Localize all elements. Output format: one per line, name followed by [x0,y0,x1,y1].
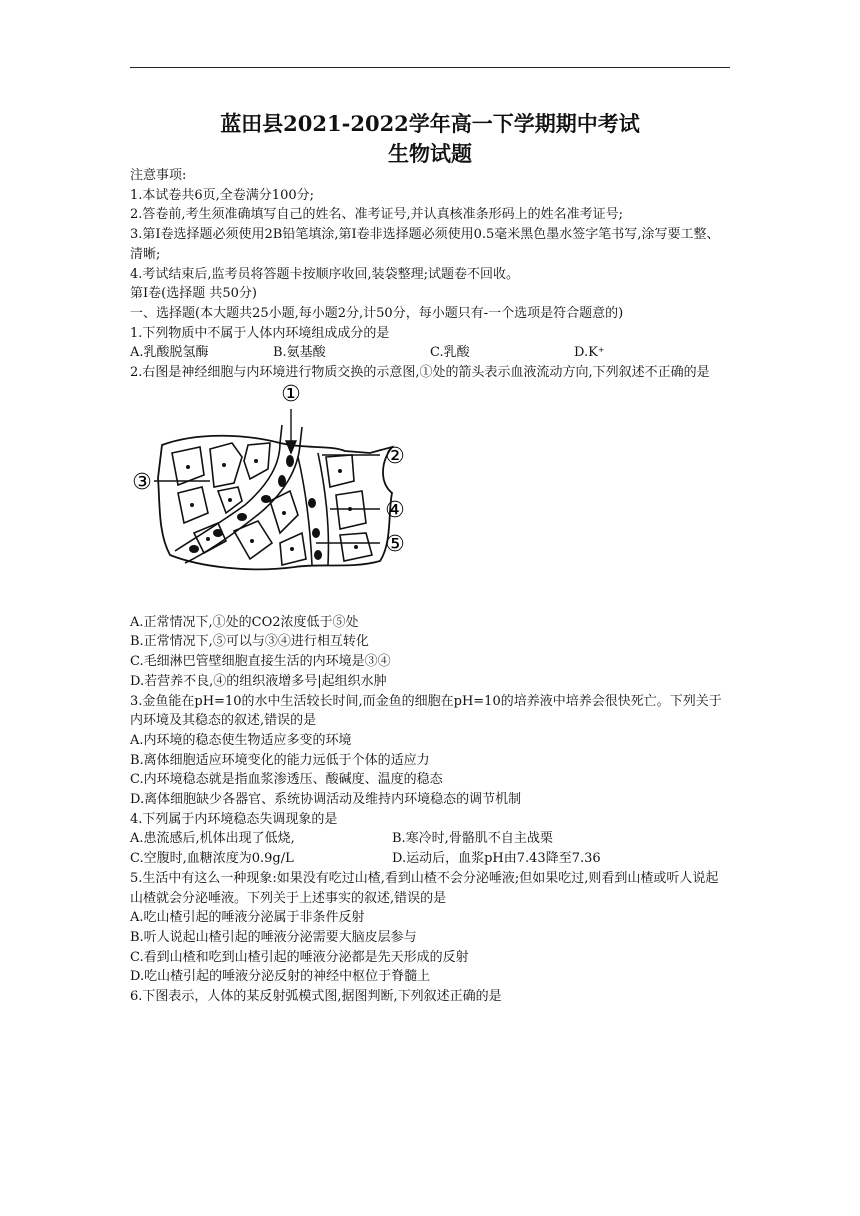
figure-label-4: ④ [385,497,405,523]
q1-option-a: A.乳酸脱氢酶 [130,345,209,361]
q2-option-d: D.若营养不良,④的组织液增多号|起组织水肿 [130,673,387,689]
q2-option-a: A.正常情况下,①处的CO2浓度低于⑤处 [130,614,359,630]
q2-cell-diagram [130,383,730,613]
q4-stem: 4.下列属于内环境稳态失调现象的是 [130,811,338,827]
q4-option-b: B.寒冷时,骨骼肌不自主战栗 [392,831,553,847]
q1-option-d: D.K⁺ [574,345,605,361]
q2-stem: 2.右图是神经细胞与内环境进行物质交换的示意图,①处的箭头表示血液流动方向,下列叙述不正确的是 [130,365,710,381]
q5-option-b: B.听人说起山楂引起的唾液分泌需要大脑皮层参与 [130,929,417,945]
q2-option-c: C.毛细淋巴管壁细胞直接生活的内环境是③④ [130,654,391,670]
exam-title: 蓝田县2021-2022学年高一下学期期中考试 [220,111,640,136]
q5-stem: 5.生活中有这么一种现象:如果没有吃过山楂,看到山楂不会分泌唾液;但如果吃过,则看到山楂或听人说起山楂就会分泌唾液。下列关于上述事实的叙述,错误的是 [130,870,719,906]
q1-option-b: B.氨基酸 [273,345,326,361]
figure-label-3: ③ [132,469,152,495]
q2-option-b: B.正常情况下,⑤可以与③④进行相互转化 [130,634,369,650]
exam-body [130,166,730,1007]
q4-option-a: A.患流感后,机体出现了低烧, [130,831,295,847]
notice-item-4: 4.考试结束后,监考员将答题卡按顺序收回,装袋整理;试题卷不回收。 [130,266,520,282]
exam-subtitle: 生物试题 [388,141,472,166]
q6-stem: 6.下图表示，人体的某反射弧模式图,据图判断,下列叙述正确的是 [130,989,502,1005]
notice-heading: 注意事项: [130,168,187,183]
q1-option-c: C.乳酸 [430,345,470,361]
figure-label-1: ① [281,382,301,407]
figure-label-5: ⑤ [385,531,405,557]
q3-option-a: A.内环境的稳态使生物适应多变的环境 [130,732,352,748]
section-title: 第I卷(选择题 共50分) [130,286,257,302]
q3-option-b: B.离体细胞适应环境变化的能力远低于个体的适应力 [130,752,430,768]
notice-item-1: 1.本试卷共6页,全卷满分100分; [130,187,314,203]
q5-option-d: D.吃山楂引起的唾液分泌反射的神经中枢位于脊髓上 [130,969,431,985]
figure-label-2: ② [385,443,405,469]
q4-options-row-1 [130,829,730,849]
q3-stem: 3.金鱼能在pH=10的水中生活较长时间,而金鱼的细胞在pH=10的培养液中培养会很快死亡。下列关于内环境及其稳态的叙述,错误的是 [130,693,722,729]
q1-stem: 1.下列物质中不属于人体内环境组成成分的是 [130,325,390,341]
q5-option-c: C.看到山楂和吃到山楂引起的唾液分泌都是先天形成的反射 [130,949,469,965]
q3-option-d: D.离体细胞缺少各器官、系统协调活动及维持内环境稳态的调节机制 [130,792,522,808]
notice-item-3: 3.第I卷选择题必须使用2B铅笔填涂,第I卷非选择题必须使用0.5毫米黑色墨水签字笔书写,涂写要工整、清晰; [130,227,720,262]
q4-options-row-2 [130,849,730,869]
q3-option-c: C.内环境稳态就是指血浆渗透压、酸碱度、温度的稳态 [130,772,443,788]
q5-option-a: A.吃山楂引起的唾液分泌属于非条件反射 [130,910,365,926]
q4-option-c: C.空腹时,血糖浓度为0.9g/L [130,851,294,867]
section-instructions: 一、选择题(本大题共25小题,每小题2分,计50分，每小题只有-一个选项是符合题意的) [130,305,624,321]
cell-diagram-svg [130,383,730,613]
q1-options [130,343,730,363]
notice-item-2: 2.答卷前,考生须准确填写自己的姓名、准考证号,并认真核准条形码上的姓名准考证号; [130,207,624,223]
q4-option-d: D.运动后，血浆pH由7.43降至7.36 [392,851,601,867]
top-rule [130,67,730,68]
